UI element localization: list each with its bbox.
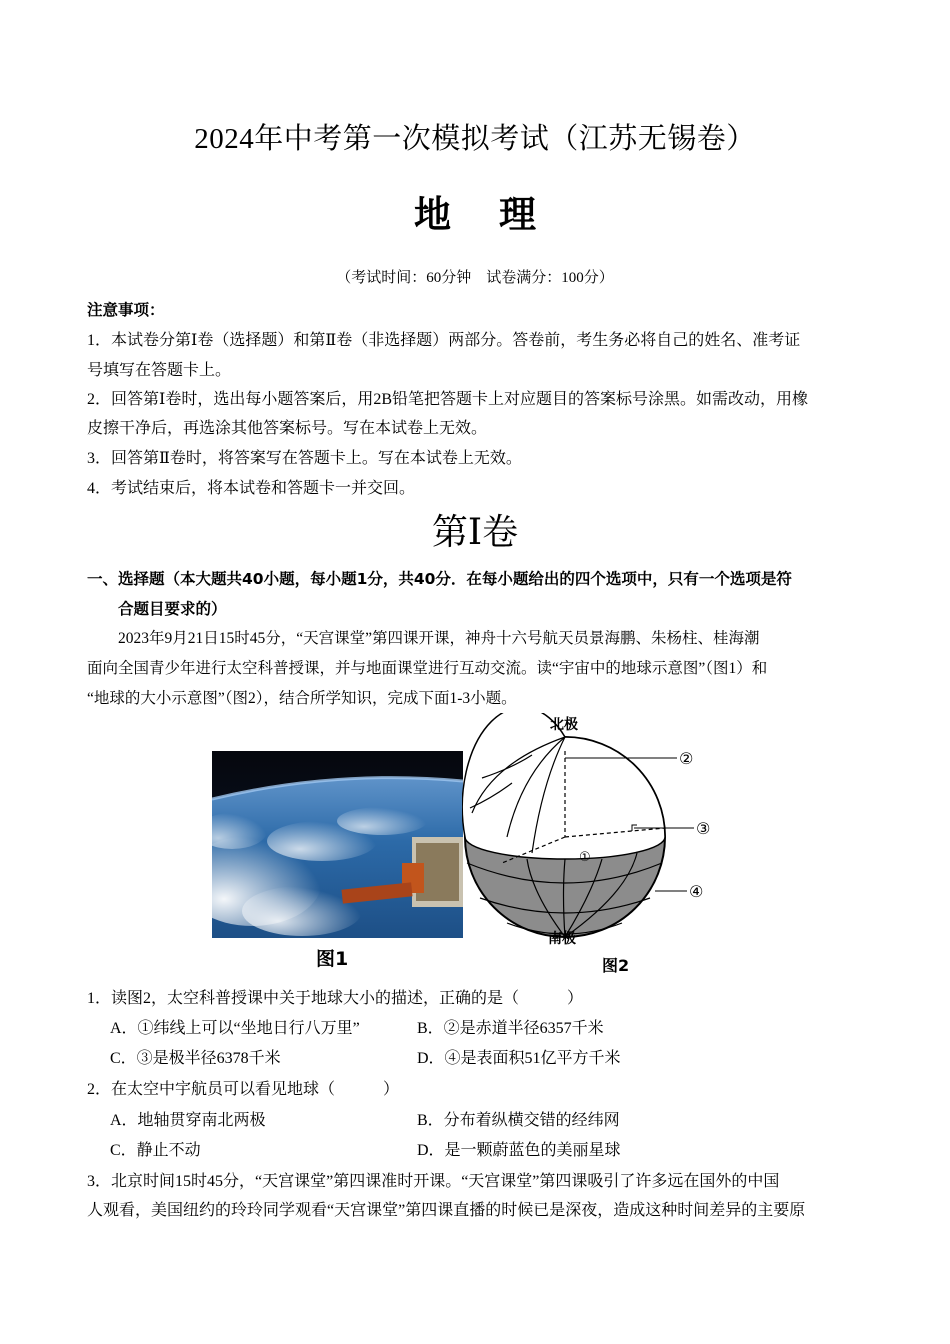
figure-1-label: 图1 bbox=[316, 948, 349, 970]
part-heading-cont: 合题目要求的） bbox=[118, 600, 227, 618]
marker-2: ② bbox=[679, 749, 694, 768]
question-1-option-a: A．①纬线上可以“坐地日行八万里” bbox=[110, 1020, 360, 1037]
question-2-option-c: C．静止不动 bbox=[110, 1142, 201, 1159]
note-line: 4．考试结束后，将本试卷和答题卡一并交回。 bbox=[87, 480, 416, 497]
question-3-stem-line: 人观看，美国纽约的玲玲同学观看“天宫课堂”第四课直播的时候已是深夜，造成这种时间差异的主要原 bbox=[87, 1202, 806, 1219]
question-2-stem: 2．在太空中宇航员可以看见地球（ ） bbox=[87, 1081, 400, 1098]
question-1-stem: 1．读图2，太空科普授课中关于地球大小的描述，正确的是（ ） bbox=[87, 990, 584, 1007]
section-title: 第Ⅰ卷 bbox=[431, 512, 519, 552]
marker-3: ③ bbox=[696, 819, 711, 838]
question-1-option-c: C．③是极半径6378千米 bbox=[110, 1050, 281, 1067]
note-line: 2．回答第Ⅰ卷时，选出每小题答案后，用2B铅笔把答题卡上对应题目的答案标号涂黑。如需改动，用橡 bbox=[87, 391, 808, 408]
question-2-option-d: D．是一颗蔚蓝色的美丽星球 bbox=[417, 1142, 621, 1159]
note-line: 1．本试卷分第Ⅰ卷（选择题）和第Ⅱ卷（非选择题）两部分。答卷前，考生务必将自己的姓名、准考证 bbox=[87, 332, 801, 349]
question-2-option-a: A．地轴贯穿南北两极 bbox=[110, 1112, 266, 1129]
south-pole-label: 南极 bbox=[548, 931, 576, 947]
earth-from-space-photo bbox=[212, 751, 463, 938]
note-line: 号填写在答题卡上。 bbox=[87, 362, 232, 379]
exam-info: （考试时间：60分钟 试卷满分：100分） bbox=[336, 270, 614, 286]
earth-size-diagram bbox=[462, 713, 732, 980]
question-1-option-d: D．④是表面积51亿平方千米 bbox=[417, 1050, 621, 1067]
notes-heading: 注意事项： bbox=[87, 301, 165, 319]
north-pole-label: 北极 bbox=[550, 717, 578, 733]
passage-line: “地球的大小示意图”（图2），结合所学知识，完成下面1-3小题。 bbox=[87, 690, 517, 707]
earth-photo-svg bbox=[212, 751, 463, 938]
exam-title: 2024年中考第一次模拟考试（江苏无锡卷） bbox=[194, 123, 756, 155]
note-line: 3．回答第Ⅱ卷时，将答案写在答题卡上。写在本试卷上无效。 bbox=[87, 450, 522, 467]
marker-1: ① bbox=[579, 850, 591, 865]
note-line: 皮擦干净后，再选涂其他答案标号。写在本试卷上无效。 bbox=[87, 420, 488, 437]
marker-4: ④ bbox=[689, 882, 704, 901]
earth-size-svg bbox=[462, 713, 732, 975]
passage-line: 面向全国青少年进行太空科普授课，并与地面课堂进行互动交流。读“宇宙中的地球示意图”（图1）和 bbox=[87, 660, 768, 677]
passage-line: 2023年9月21日15时45分，“天宫课堂”第四课开课，神舟十六号航天员景海鹏、朱杨柱、桂海潮 bbox=[118, 630, 760, 647]
question-2-option-b: B．分布着纵横交错的经纬网 bbox=[417, 1112, 620, 1129]
question-1-option-b: B．②是赤道半径6357千米 bbox=[417, 1020, 604, 1037]
question-3-stem-line: 3．北京时间15时45分，“天宫课堂”第四课准时开课。“天宫课堂”第四课吸引了许多远在国外的中国 bbox=[87, 1173, 780, 1190]
part-heading: 一、选择题（本大题共40小题，每小题1分，共40分．在每小题给出的四个选项中，只有一个选项是符 bbox=[87, 570, 792, 588]
figure-2-label: 图2 bbox=[602, 956, 630, 975]
subject-title: 地理 bbox=[414, 193, 584, 236]
